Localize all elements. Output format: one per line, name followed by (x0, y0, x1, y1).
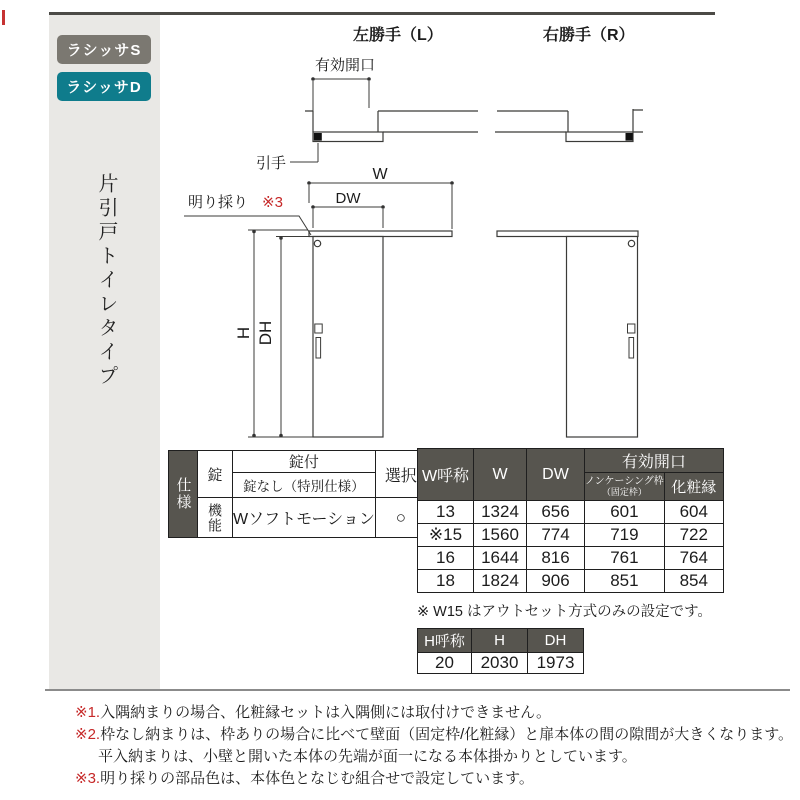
cell-noncasing: 719 (585, 524, 665, 547)
cell-dw: 816 (527, 547, 585, 570)
cell-w: 1324 (474, 501, 527, 524)
cell-dw: 656 (527, 501, 585, 524)
pull-handle-mark (626, 133, 633, 141)
footnote-text: 枠なし納まりは、枠ありの場合に比べて壁面（固定枠/化粧縁）と扉本体の間の隙間が大きくなります。 (100, 726, 794, 743)
col-header-noncasing (585, 473, 665, 501)
footnote-2-continued (75, 746, 795, 768)
cell-w-name: 13 (418, 501, 474, 524)
col-header-w-name: W呼称 (418, 449, 474, 501)
footnotes (75, 702, 795, 790)
col-header-w: W (474, 449, 527, 501)
size-row-16 (418, 547, 724, 570)
cell-w-name: 18 (418, 570, 474, 593)
cell-dh: 1973 (528, 653, 584, 674)
left-hand-title: 左勝手（L） (353, 27, 443, 44)
plan-view-left (290, 111, 478, 162)
dw-dimension (311, 205, 385, 228)
top-rail (309, 231, 452, 237)
cell-trim: 854 (664, 570, 723, 593)
select-header-cell: 選択 (375, 451, 426, 498)
cell-noncasing: 851 (585, 570, 665, 593)
effective-opening-dimension (311, 77, 371, 130)
cell-trim: 722 (664, 524, 723, 547)
col-header-h-name: H呼称 (418, 629, 472, 653)
plan-door-panel (566, 132, 633, 142)
footnote-text: 平入納まりは、小壁と開いた本体の先端が面一になる本体掛かりとしています。 (98, 748, 637, 765)
plan-door-panel (313, 132, 383, 142)
note3-reference: ※3 (262, 194, 283, 211)
hanger-roller (628, 240, 634, 246)
cell-dw: 906 (527, 570, 585, 593)
handle-slot (629, 338, 634, 359)
cell-noncasing: 761 (585, 547, 665, 570)
footnote-marker: ※3. (75, 770, 101, 787)
pull-handle-mark (314, 133, 322, 141)
spec-group-header (169, 451, 198, 538)
cell-noncasing: 601 (585, 501, 665, 524)
footnote-marker: ※2. (75, 726, 101, 743)
lock-plate (315, 324, 322, 333)
w15-note: ※ W15 はアウトセット方式のみの設定です。 (417, 604, 712, 620)
top-rail (497, 231, 638, 237)
footnote-3 (75, 768, 795, 790)
h-dim-label: H (234, 326, 253, 340)
function-group-text: 機能 (207, 502, 223, 533)
product-type-vertical-title: 片引戸トイレタイプ (95, 173, 117, 389)
col-header-h: H (472, 629, 528, 653)
cell-trim: 604 (664, 501, 723, 524)
cell-h: 2030 (472, 653, 528, 674)
series-badge-lasissa-d: ラシッサD (57, 72, 151, 101)
select-mark-cell: ○ (375, 498, 426, 538)
door-panel (567, 237, 638, 438)
size-row-15 (418, 524, 724, 547)
cell-w-name: ※15 (418, 524, 474, 547)
elevation-right (497, 231, 638, 437)
cell-w: 1560 (474, 524, 527, 547)
right-hand-title: 右勝手（R） (543, 27, 635, 44)
col-header-dh: DH (528, 629, 584, 653)
footnote-text: 入隅納まりの場合、化粧縁セットは入隅側には取付けできません。 (100, 704, 551, 721)
lock-plate (628, 324, 635, 333)
plan-view-right (495, 109, 643, 142)
light-window-leader (184, 216, 311, 235)
function-group-cell (198, 498, 233, 538)
footnote-marker: ※1. (75, 704, 101, 721)
effective-opening-label: 有効開口 (315, 57, 376, 74)
dw-dim-label: DW (335, 190, 361, 207)
cell-w-name: 16 (418, 547, 474, 570)
width-size-table (417, 448, 724, 593)
cell-dw: 774 (527, 524, 585, 547)
w-dim-label: W (372, 166, 388, 183)
height-size-table (417, 628, 584, 674)
elevation-left (309, 231, 452, 437)
height-row-20 (418, 653, 584, 674)
footnote-2 (75, 724, 795, 746)
spec-group-header-text: 仕様 (174, 477, 192, 511)
handle-slot (316, 338, 321, 359)
size-row-18 (418, 570, 724, 593)
cell-trim: 764 (664, 547, 723, 570)
noncasing-line1: ノンケーシング枠 (585, 476, 664, 487)
col-header-trim: 化粧縁 (664, 473, 723, 501)
lock-group-cell: 錠 (198, 451, 233, 498)
footnote-1 (75, 702, 795, 724)
dh-dim-label: DH (256, 320, 275, 346)
w-dimension (307, 181, 454, 229)
col-header-opening-span: 有効開口 (585, 449, 724, 473)
function-item-cell: Wソフトモーション (233, 498, 376, 538)
footer-divider (45, 689, 790, 691)
noncasing-line2: （固定枠） (601, 487, 647, 497)
light-window-label: 明り採り (188, 194, 249, 211)
lock-with-cell: 錠付 (233, 451, 376, 473)
dh-dimension (276, 236, 312, 437)
cell-w: 1644 (474, 547, 527, 570)
series-badge-lasissa-s: ラシッサS (57, 35, 151, 64)
door-panel (313, 237, 383, 438)
cell-h-name: 20 (418, 653, 472, 674)
cell-w: 1824 (474, 570, 527, 593)
lock-without-cell: 錠なし（特別仕様） (233, 473, 376, 498)
hanger-roller (314, 240, 320, 246)
spec-table (168, 450, 427, 538)
col-header-dw: DW (527, 449, 585, 501)
footnote-text: 明り採りの部品色は、本体色となじむ組合せで設定しています。 (100, 770, 534, 787)
size-row-13 (418, 501, 724, 524)
pull-handle-label: 引手 (256, 155, 287, 172)
